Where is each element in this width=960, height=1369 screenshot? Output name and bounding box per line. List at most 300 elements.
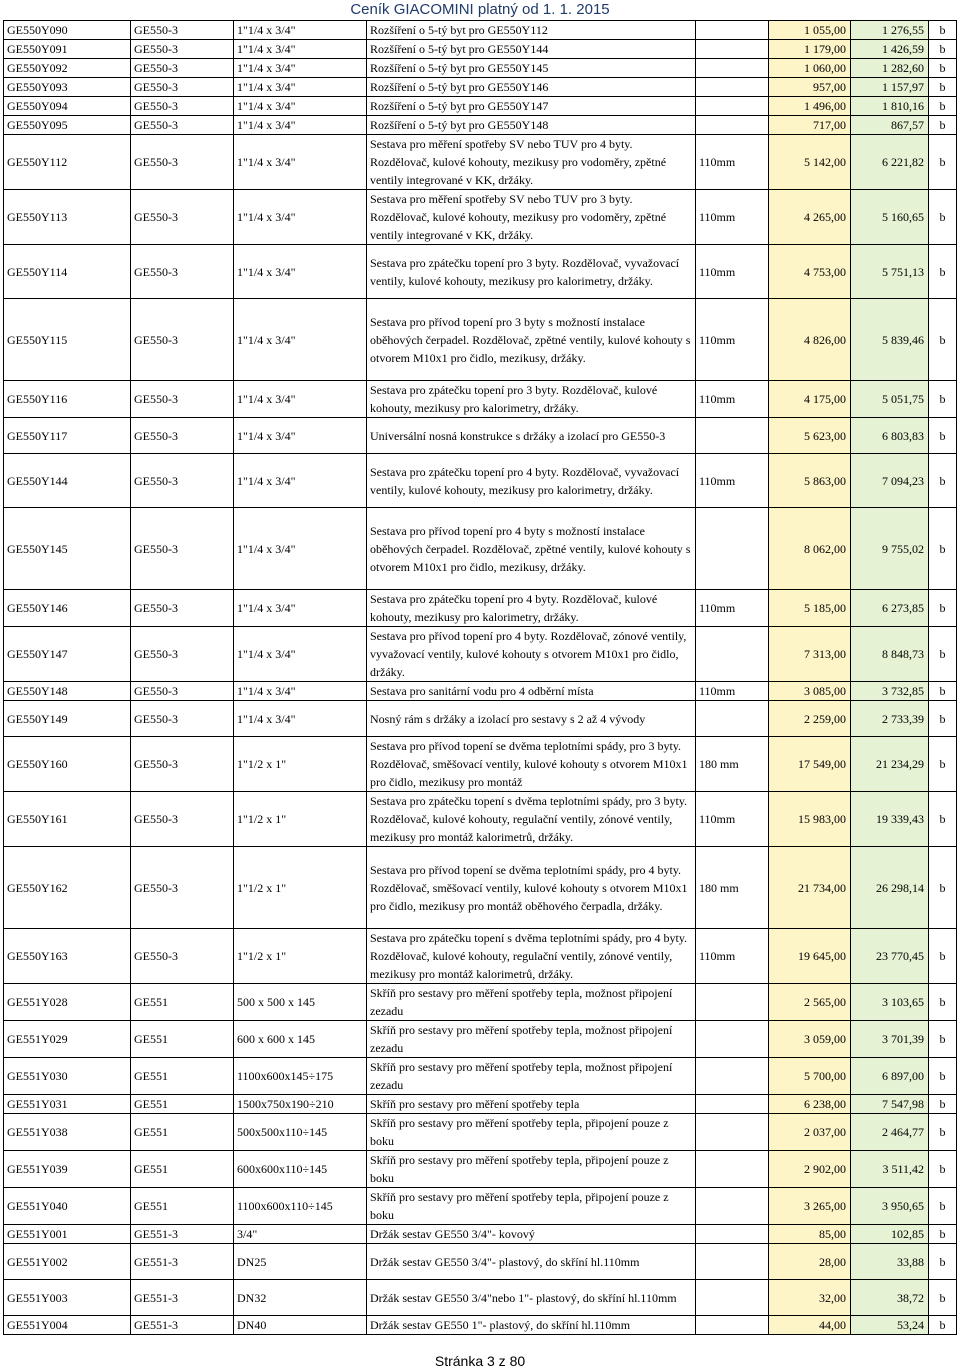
price-without-vat: 5 700,00 — [769, 1058, 851, 1095]
product-code: GE551Y030 — [4, 1058, 131, 1095]
price-with-vat: 7 094,23 — [851, 454, 929, 508]
dimension: 500 x 500 x 145 — [234, 984, 367, 1021]
product-group: GE550-3 — [131, 590, 234, 627]
category-code: b — [929, 1280, 957, 1316]
description: Držák sestav GE550 3/4"- kovový — [367, 1225, 696, 1244]
category-code: b — [929, 792, 957, 847]
description: Rozšíření o 5-tý byt pro GE550Y147 — [367, 97, 696, 116]
price-without-vat: 5 623,00 — [769, 418, 851, 454]
description: Sestava pro sanitární vodu pro 4 odběrní místa — [367, 682, 696, 701]
size-spec — [696, 1021, 769, 1058]
product-code: GE550Y090 — [4, 21, 131, 40]
product-group: GE551-3 — [131, 1225, 234, 1244]
size-spec: 110mm — [696, 135, 769, 190]
dimension: 1"1/4 x 3/4" — [234, 590, 367, 627]
price-with-vat: 23 770,45 — [851, 929, 929, 984]
product-code: GE550Y162 — [4, 847, 131, 929]
description: Skříň pro sestavy pro měření spotřeby tepla — [367, 1095, 696, 1114]
category-code: b — [929, 1058, 957, 1095]
price-with-vat: 38,72 — [851, 1280, 929, 1316]
product-code: GE550Y161 — [4, 792, 131, 847]
product-group: GE550-3 — [131, 929, 234, 984]
size-spec — [696, 59, 769, 78]
product-code: GE551Y028 — [4, 984, 131, 1021]
table-row — [4, 590, 957, 627]
product-group: GE550-3 — [131, 59, 234, 78]
description: Rozšíření o 5-tý byt pro GE550Y112 — [367, 21, 696, 40]
size-spec: 110mm — [696, 590, 769, 627]
price-with-vat: 6 803,83 — [851, 418, 929, 454]
description: Nosný rám s držáky a izolací pro sestavy s 2 až 4 vývody — [367, 701, 696, 737]
product-code: GE550Y145 — [4, 508, 131, 590]
product-code: GE550Y144 — [4, 454, 131, 508]
size-spec: 110mm — [696, 792, 769, 847]
price-with-vat: 33,88 — [851, 1244, 929, 1280]
price-without-vat: 44,00 — [769, 1316, 851, 1335]
table-row — [4, 381, 957, 418]
description: Sestava pro měření spotřeby SV nebo TUV pro 3 byty. Rozdělovač, kulové kohouty, mezikusy pro vodoměry, zpětné ventily integrované v KK, držáky. — [367, 190, 696, 245]
price-with-vat: 26 298,14 — [851, 847, 929, 929]
product-group: GE550-3 — [131, 454, 234, 508]
table-row — [4, 984, 957, 1021]
size-spec — [696, 1188, 769, 1225]
dimension: 600 x 600 x 145 — [234, 1021, 367, 1058]
description: Skříň pro sestavy pro měření spotřeby tepla, připojení pouze z boku — [367, 1188, 696, 1225]
dimension: 1"1/4 x 3/4" — [234, 245, 367, 299]
description: Skříň pro sestavy pro měření spotřeby tepla, možnost připojení zezadu — [367, 1058, 696, 1095]
product-group: GE550-3 — [131, 418, 234, 454]
category-code: b — [929, 190, 957, 245]
size-spec: 110mm — [696, 929, 769, 984]
description: Sestava pro zpátečku topení s dvěma teplotními spády, pro 3 byty. Rozdělovač, kulové kohouty, regulační ventily, zónové ventily, mezikusy pro montáž kalorimetrů, držáky. — [367, 792, 696, 847]
product-code: GE550Y094 — [4, 97, 131, 116]
price-with-vat: 5 051,75 — [851, 381, 929, 418]
category-code: b — [929, 116, 957, 135]
size-spec: 110mm — [696, 381, 769, 418]
product-code: GE550Y112 — [4, 135, 131, 190]
price-without-vat: 4 175,00 — [769, 381, 851, 418]
description: Sestava pro zpátečku topení s dvěma teplotními spády, pro 4 byty. Rozdělovač, kulové kohouty, regulační ventily, zónové ventily, mezikusy pro montáž kalorimetrů, držáky. — [367, 929, 696, 984]
category-code: b — [929, 1114, 957, 1151]
product-group: GE550-3 — [131, 78, 234, 97]
product-group: GE550-3 — [131, 97, 234, 116]
category-code: b — [929, 1244, 957, 1280]
price-table — [3, 20, 957, 1335]
dimension: 1"1/4 x 3/4" — [234, 190, 367, 245]
size-spec — [696, 508, 769, 590]
price-without-vat: 5 185,00 — [769, 590, 851, 627]
table-row — [4, 135, 957, 190]
size-spec: 110mm — [696, 454, 769, 508]
category-code: b — [929, 590, 957, 627]
dimension: 1"1/4 x 3/4" — [234, 97, 367, 116]
price-with-vat: 3 701,39 — [851, 1021, 929, 1058]
product-group: GE550-3 — [131, 682, 234, 701]
size-spec — [696, 1316, 769, 1335]
table-row — [4, 1114, 957, 1151]
dimension: 1500x750x190÷210 — [234, 1095, 367, 1114]
table-row — [4, 792, 957, 847]
category-code: b — [929, 418, 957, 454]
dimension: 1"1/2 x 1" — [234, 929, 367, 984]
dimension: 1"1/4 x 3/4" — [234, 116, 367, 135]
price-without-vat: 6 238,00 — [769, 1095, 851, 1114]
table-row — [4, 245, 957, 299]
product-group: GE551 — [131, 1114, 234, 1151]
product-group: GE550-3 — [131, 737, 234, 792]
size-spec — [696, 1058, 769, 1095]
price-with-vat: 1 810,16 — [851, 97, 929, 116]
product-code: GE550Y114 — [4, 245, 131, 299]
table-row — [4, 627, 957, 682]
table-row — [4, 78, 957, 97]
product-code: GE550Y148 — [4, 682, 131, 701]
price-with-vat: 1 426,59 — [851, 40, 929, 59]
product-code: GE550Y149 — [4, 701, 131, 737]
dimension: 600x600x110÷145 — [234, 1151, 367, 1188]
price-without-vat: 957,00 — [769, 78, 851, 97]
table-row — [4, 701, 957, 737]
product-code: GE550Y146 — [4, 590, 131, 627]
category-code: b — [929, 984, 957, 1021]
price-without-vat: 4 826,00 — [769, 299, 851, 381]
category-code: b — [929, 381, 957, 418]
dimension: 1"1/4 x 3/4" — [234, 508, 367, 590]
price-without-vat: 7 313,00 — [769, 627, 851, 682]
size-spec — [696, 21, 769, 40]
table-row — [4, 1225, 957, 1244]
product-group: GE550-3 — [131, 847, 234, 929]
category-code: b — [929, 1021, 957, 1058]
price-with-vat: 3 103,65 — [851, 984, 929, 1021]
description: Držák sestav GE550 3/4"- plastový, do skříní hl.110mm — [367, 1244, 696, 1280]
description: Rozšíření o 5-tý byt pro GE550Y145 — [367, 59, 696, 78]
price-with-vat: 53,24 — [851, 1316, 929, 1335]
table-row — [4, 1021, 957, 1058]
price-with-vat: 3 511,42 — [851, 1151, 929, 1188]
price-with-vat: 6 897,00 — [851, 1058, 929, 1095]
product-group: GE550-3 — [131, 245, 234, 299]
product-code: GE551Y002 — [4, 1244, 131, 1280]
price-without-vat: 3 085,00 — [769, 682, 851, 701]
description: Držák sestav GE550 3/4"nebo 1"- plastový, do skříní hl.110mm — [367, 1280, 696, 1316]
dimension: 1"1/4 x 3/4" — [234, 454, 367, 508]
product-code: GE551Y001 — [4, 1225, 131, 1244]
category-code: b — [929, 929, 957, 984]
size-spec — [696, 1225, 769, 1244]
size-spec — [696, 627, 769, 682]
table-row — [4, 299, 957, 381]
size-spec — [696, 701, 769, 737]
table-row — [4, 418, 957, 454]
product-code: GE551Y031 — [4, 1095, 131, 1114]
table-row — [4, 682, 957, 701]
table-row — [4, 847, 957, 929]
table-row — [4, 40, 957, 59]
table-row — [4, 1244, 957, 1280]
price-without-vat: 32,00 — [769, 1280, 851, 1316]
price-with-vat: 5 839,46 — [851, 299, 929, 381]
size-spec: 110mm — [696, 299, 769, 381]
category-code: b — [929, 78, 957, 97]
description: Sestava pro přívod topení pro 3 byty s možností instalace oběhových čerpadel. Rozdělovač, zpětné ventily, kulové kohouty s otvorem M10x1 pro čidlo, mezikusy, držáky. — [367, 299, 696, 381]
product-group: GE550-3 — [131, 792, 234, 847]
description: Universální nosná konstrukce s držáky a izolací pro GE550-3 — [367, 418, 696, 454]
dimension: 1"1/4 x 3/4" — [234, 682, 367, 701]
price-with-vat: 1 282,60 — [851, 59, 929, 78]
size-spec: 180 mm — [696, 737, 769, 792]
category-code: b — [929, 508, 957, 590]
table-row — [4, 1188, 957, 1225]
product-group: GE551 — [131, 1021, 234, 1058]
product-group: GE550-3 — [131, 135, 234, 190]
dimension: 1"1/4 x 3/4" — [234, 299, 367, 381]
price-without-vat: 2 037,00 — [769, 1114, 851, 1151]
size-spec — [696, 1244, 769, 1280]
price-without-vat: 4 265,00 — [769, 190, 851, 245]
table-row — [4, 508, 957, 590]
table-row — [4, 21, 957, 40]
product-group: GE551 — [131, 1188, 234, 1225]
dimension: 1"1/4 x 3/4" — [234, 78, 367, 97]
price-without-vat: 1 496,00 — [769, 97, 851, 116]
price-without-vat: 2 902,00 — [769, 1151, 851, 1188]
product-code: GE550Y113 — [4, 190, 131, 245]
product-group: GE550-3 — [131, 701, 234, 737]
product-group: GE550-3 — [131, 190, 234, 245]
price-without-vat: 1 055,00 — [769, 21, 851, 40]
description: Skříň pro sestavy pro měření spotřeby tepla, připojení pouze z boku — [367, 1151, 696, 1188]
table-row — [4, 1316, 957, 1335]
description: Sestava pro zpátečku topení pro 4 byty. Rozdělovač, kulové kohouty, mezikusy pro kalorimetry, držáky. — [367, 590, 696, 627]
category-code: b — [929, 737, 957, 792]
category-code: b — [929, 1316, 957, 1335]
description: Sestava pro měření spotřeby SV nebo TUV pro 4 byty. Rozdělovač, kulové kohouty, mezikusy pro vodoměry, zpětné ventily integrované v KK, držáky. — [367, 135, 696, 190]
category-code: b — [929, 1188, 957, 1225]
dimension: 1"1/4 x 3/4" — [234, 418, 367, 454]
price-without-vat: 85,00 — [769, 1225, 851, 1244]
size-spec — [696, 418, 769, 454]
size-spec — [696, 1114, 769, 1151]
description: Skříň pro sestavy pro měření spotřeby tepla, možnost připojení zezadu — [367, 1021, 696, 1058]
dimension: 1"1/4 x 3/4" — [234, 701, 367, 737]
category-code: b — [929, 97, 957, 116]
category-code: b — [929, 21, 957, 40]
product-code: GE551Y004 — [4, 1316, 131, 1335]
size-spec — [696, 1151, 769, 1188]
table-row — [4, 929, 957, 984]
product-group: GE551-3 — [131, 1316, 234, 1335]
category-code: b — [929, 847, 957, 929]
category-code: b — [929, 245, 957, 299]
dimension: 1"1/4 x 3/4" — [234, 135, 367, 190]
category-code: b — [929, 701, 957, 737]
price-without-vat: 28,00 — [769, 1244, 851, 1280]
product-code: GE551Y039 — [4, 1151, 131, 1188]
price-with-vat: 1 276,55 — [851, 21, 929, 40]
description: Sestava pro přívod topení se dvěma teplotními spády, pro 4 byty. Rozdělovač, směšovací ventily, kulové kohouty s otvorem M10x1 pro čidlo, mezikusy pro montáž oběhového čerpadla, držáky. — [367, 847, 696, 929]
product-code: GE550Y092 — [4, 59, 131, 78]
product-code: GE550Y091 — [4, 40, 131, 59]
size-spec: 110mm — [696, 190, 769, 245]
page-title: Ceník GIACOMINI platný od 1. 1. 2015 — [350, 1, 610, 18]
product-group: GE551-3 — [131, 1244, 234, 1280]
category-code: b — [929, 1095, 957, 1114]
category-code: b — [929, 627, 957, 682]
category-code: b — [929, 59, 957, 78]
dimension: 1"1/4 x 3/4" — [234, 381, 367, 418]
size-spec — [696, 1095, 769, 1114]
dimension: 1"1/2 x 1" — [234, 792, 367, 847]
description: Sestava pro přívod topení se dvěma teplotními spády, pro 3 byty. Rozdělovač, směšovací ventily, kulové kohouty s otvorem M10x1 pro čidlo, mezikusy pro montáž — [367, 737, 696, 792]
description: Sestava pro zpátečku topení pro 4 byty. Rozdělovač, vyvažovací ventily, kulové kohouty, mezikusy pro kalorimetry, držáky. — [367, 454, 696, 508]
dimension: 1100x600x110÷145 — [234, 1188, 367, 1225]
page-number: Stránka 3 z 80 — [434, 1353, 526, 1369]
size-spec: 110mm — [696, 682, 769, 701]
product-group: GE550-3 — [131, 508, 234, 590]
product-group: GE550-3 — [131, 627, 234, 682]
description: Skříň pro sestavy pro měření spotřeby tepla, možnost připojení zezadu — [367, 984, 696, 1021]
price-with-vat: 3 950,65 — [851, 1188, 929, 1225]
price-with-vat: 19 339,43 — [851, 792, 929, 847]
product-group: GE550-3 — [131, 40, 234, 59]
price-without-vat: 3 265,00 — [769, 1188, 851, 1225]
price-with-vat: 8 848,73 — [851, 627, 929, 682]
size-spec — [696, 984, 769, 1021]
description: Sestava pro přívod topení pro 4 byty s možností instalace oběhových čerpadel. Rozdělovač, zpětné ventily, kulové kohouty s otvorem M10x1 pro čidlo, mezikusy, držáky. — [367, 508, 696, 590]
product-group: GE551 — [131, 1095, 234, 1114]
description: Držák sestav GE550 1"- plastový, do skříní hl.110mm — [367, 1316, 696, 1335]
size-spec — [696, 78, 769, 97]
product-group: GE551 — [131, 984, 234, 1021]
category-code: b — [929, 40, 957, 59]
category-code: b — [929, 1151, 957, 1188]
price-with-vat: 2 464,77 — [851, 1114, 929, 1151]
price-without-vat: 19 645,00 — [769, 929, 851, 984]
price-with-vat: 6 273,85 — [851, 590, 929, 627]
price-without-vat: 2 565,00 — [769, 984, 851, 1021]
table-row — [4, 116, 957, 135]
description: Rozšíření o 5-tý byt pro GE550Y146 — [367, 78, 696, 97]
table-row — [4, 1151, 957, 1188]
product-code: GE550Y117 — [4, 418, 131, 454]
price-with-vat: 21 234,29 — [851, 737, 929, 792]
description: Skříň pro sestavy pro měření spotřeby tepla, připojení pouze z boku — [367, 1114, 696, 1151]
product-code: GE551Y029 — [4, 1021, 131, 1058]
description: Rozšíření o 5-tý byt pro GE550Y144 — [367, 40, 696, 59]
product-code: GE550Y116 — [4, 381, 131, 418]
dimension: 1"1/2 x 1" — [234, 847, 367, 929]
size-spec — [696, 97, 769, 116]
description: Rozšíření o 5-tý byt pro GE550Y148 — [367, 116, 696, 135]
price-without-vat: 717,00 — [769, 116, 851, 135]
product-group: GE551 — [131, 1058, 234, 1095]
dimension: 1"1/4 x 3/4" — [234, 627, 367, 682]
dimension: DN40 — [234, 1316, 367, 1335]
size-spec — [696, 1280, 769, 1316]
price-with-vat: 9 755,02 — [851, 508, 929, 590]
price-with-vat: 867,57 — [851, 116, 929, 135]
price-without-vat: 5 863,00 — [769, 454, 851, 508]
size-spec — [696, 116, 769, 135]
size-spec — [696, 40, 769, 59]
product-code: GE551Y038 — [4, 1114, 131, 1151]
category-code: b — [929, 454, 957, 508]
table-row — [4, 190, 957, 245]
dimension: 1"1/4 x 3/4" — [234, 21, 367, 40]
size-spec: 180 mm — [696, 847, 769, 929]
category-code: b — [929, 135, 957, 190]
dimension: DN25 — [234, 1244, 367, 1280]
product-group: GE550-3 — [131, 116, 234, 135]
price-without-vat: 2 259,00 — [769, 701, 851, 737]
price-without-vat: 1 179,00 — [769, 40, 851, 59]
description: Sestava pro přívod topení pro 4 byty. Rozdělovač, zónové ventily, vyvažovací ventily, kulové kohouty s otvorem M10x1 pro čidlo, držáky. — [367, 627, 696, 682]
table-row — [4, 59, 957, 78]
product-code: GE550Y093 — [4, 78, 131, 97]
price-with-vat: 1 157,97 — [851, 78, 929, 97]
product-group: GE550-3 — [131, 21, 234, 40]
product-code: GE550Y163 — [4, 929, 131, 984]
product-code: GE551Y003 — [4, 1280, 131, 1316]
price-without-vat: 5 142,00 — [769, 135, 851, 190]
product-group: GE550-3 — [131, 381, 234, 418]
size-spec: 110mm — [696, 245, 769, 299]
table-row — [4, 1280, 957, 1316]
product-group: GE550-3 — [131, 299, 234, 381]
table-row — [4, 97, 957, 116]
table-row — [4, 454, 957, 508]
category-code: b — [929, 1225, 957, 1244]
dimension: 1100x600x145÷175 — [234, 1058, 367, 1095]
price-without-vat: 21 734,00 — [769, 847, 851, 929]
price-with-vat: 2 733,39 — [851, 701, 929, 737]
price-without-vat: 15 983,00 — [769, 792, 851, 847]
price-without-vat: 17 549,00 — [769, 737, 851, 792]
product-code: GE550Y147 — [4, 627, 131, 682]
dimension: 1"1/4 x 3/4" — [234, 40, 367, 59]
price-with-vat: 6 221,82 — [851, 135, 929, 190]
price-without-vat: 3 059,00 — [769, 1021, 851, 1058]
table-row — [4, 1058, 957, 1095]
price-with-vat: 102,85 — [851, 1225, 929, 1244]
price-with-vat: 5 751,13 — [851, 245, 929, 299]
product-code: GE550Y160 — [4, 737, 131, 792]
price-with-vat: 3 732,85 — [851, 682, 929, 701]
dimension: 1"1/2 x 1" — [234, 737, 367, 792]
description: Sestava pro zpátečku topení pro 3 byty. Rozdělovač, vyvažovací ventily, kulové kohouty, mezikusy pro kalorimetry, držáky. — [367, 245, 696, 299]
product-group: GE551-3 — [131, 1280, 234, 1316]
table-row — [4, 737, 957, 792]
price-without-vat: 1 060,00 — [769, 59, 851, 78]
product-code: GE550Y115 — [4, 299, 131, 381]
dimension: 1"1/4 x 3/4" — [234, 59, 367, 78]
dimension: DN32 — [234, 1280, 367, 1316]
product-code: GE551Y040 — [4, 1188, 131, 1225]
description: Sestava pro zpátečku topení pro 3 byty. Rozdělovač, kulové kohouty, mezikusy pro kalorimetry, držáky. — [367, 381, 696, 418]
category-code: b — [929, 299, 957, 381]
table-row — [4, 1095, 957, 1114]
price-with-vat: 7 547,98 — [851, 1095, 929, 1114]
price-with-vat: 5 160,65 — [851, 190, 929, 245]
category-code: b — [929, 682, 957, 701]
price-without-vat: 8 062,00 — [769, 508, 851, 590]
product-code: GE550Y095 — [4, 116, 131, 135]
product-group: GE551 — [131, 1151, 234, 1188]
dimension: 3/4" — [234, 1225, 367, 1244]
dimension: 500x500x110÷145 — [234, 1114, 367, 1151]
price-without-vat: 4 753,00 — [769, 245, 851, 299]
